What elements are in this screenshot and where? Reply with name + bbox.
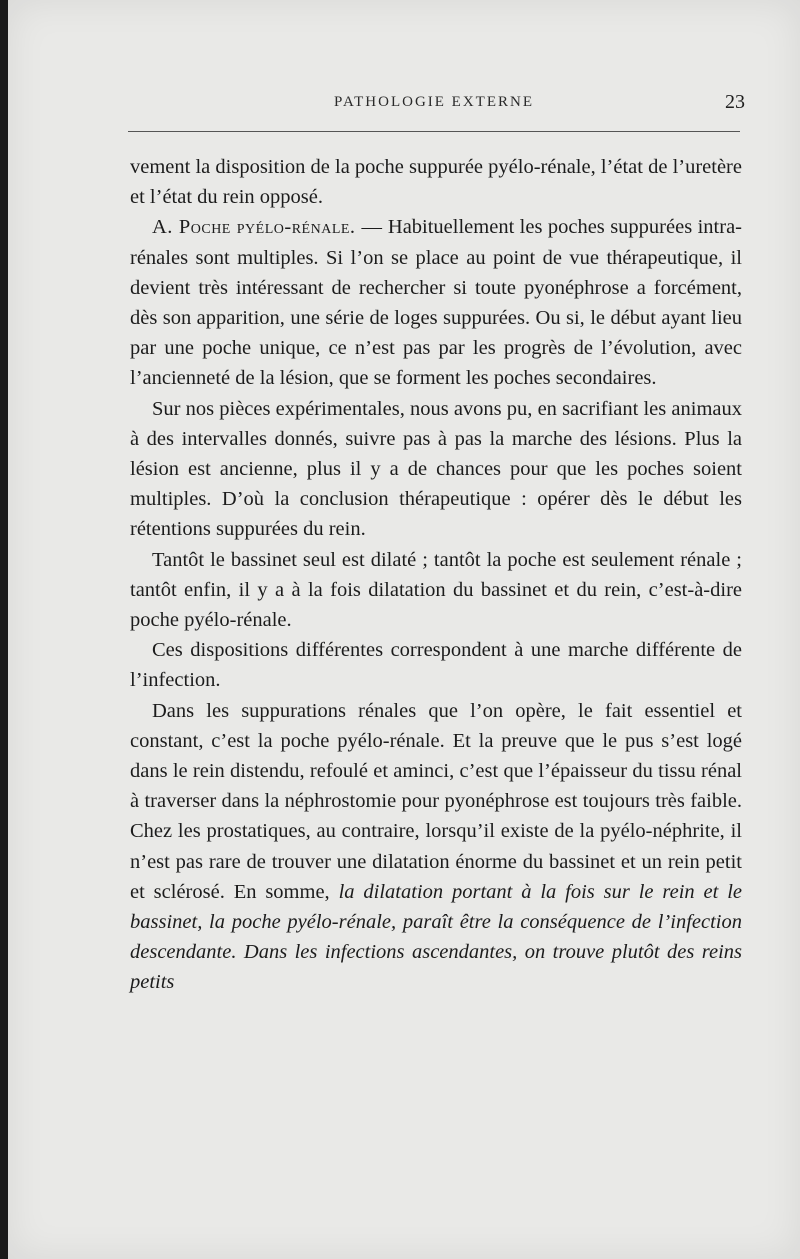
section-heading: A. Poche pyélo-rénale. — <box>152 216 383 239</box>
paragraph-6 <box>130 696 742 998</box>
paragraph-6-text: Dans les suppurations rénales que l’on opère, le fait essentiel et constant, c’est la poche pyélo-rénale. Et la preuve que le pus s’est logé dans le rein distendu, refoulé et aminci, c’est que l’épaisseur du tissu rénal à traverser dans la néphrostomie pour pyonéphrose est toujours très faible. Chez les prostatiques, au contraire, lorsqu’il existe de la pyélo-néphrite, il n’est pas rare de trouver une dilatation énorme du bassinet et un rein petit et sclérosé. En somme, <box>130 699 742 903</box>
running-title: PATHOLOGIE EXTERNE <box>333 94 535 110</box>
paragraph-6-italic: la dilatation portant à la fois sur le rein et le bassinet, la poche pyélo-rénale, paraît être la conséquence de l’infection descendante. Dans les infections ascendantes, on trouve plutôt des reins petits <box>130 880 742 994</box>
paragraph-4: Tantôt le bassinet seul est dilaté ; tantôt la poche est seulement rénale ; tantôt enfin, il y a à la fois dilatation du bassinet et du rein, c’est-à-dire poche pyélo-rénale. <box>130 548 742 632</box>
body-text <box>130 152 742 998</box>
paragraph-2-text: Habituellement les poches suppurées intra-rénales sont multiples. Si l’on se place au point de vue thérapeutique, il devient très intéressant de rechercher si toute pyonéphrose a forcément, dès son apparition, une série de loges suppurées. Ou si, le début ayant lieu par une poche unique, ce n’est pas par les progrès de l’évolution, avec l’ancienneté de la lésion, que se forment les poches secondaires. <box>130 216 742 390</box>
book-page <box>8 0 800 1259</box>
page-number: 23 <box>725 91 745 113</box>
page-header <box>123 91 745 118</box>
paragraph-1: vement la disposition de la poche suppurée pyélo-rénale, l’état de l’uretère et l’état du rein opposé. <box>130 156 742 209</box>
paragraph-5: Ces dispositions différentes correspondent à une marche différente de l’infection. <box>130 639 742 692</box>
paragraph-3: Sur nos pièces expérimentales, nous avons pu, en sacrifiant les animaux à des intervalles donnés, suivre pas à pas la marche des lésions. Plus la lésion est ancienne, plus il y a de chances pour que les poches soient multiples. D’où la conclusion thérapeutique : opérer dès le début les rétentions suppurées du rein. <box>130 397 742 541</box>
header-rule <box>128 131 740 132</box>
paragraph-2 <box>130 212 742 393</box>
